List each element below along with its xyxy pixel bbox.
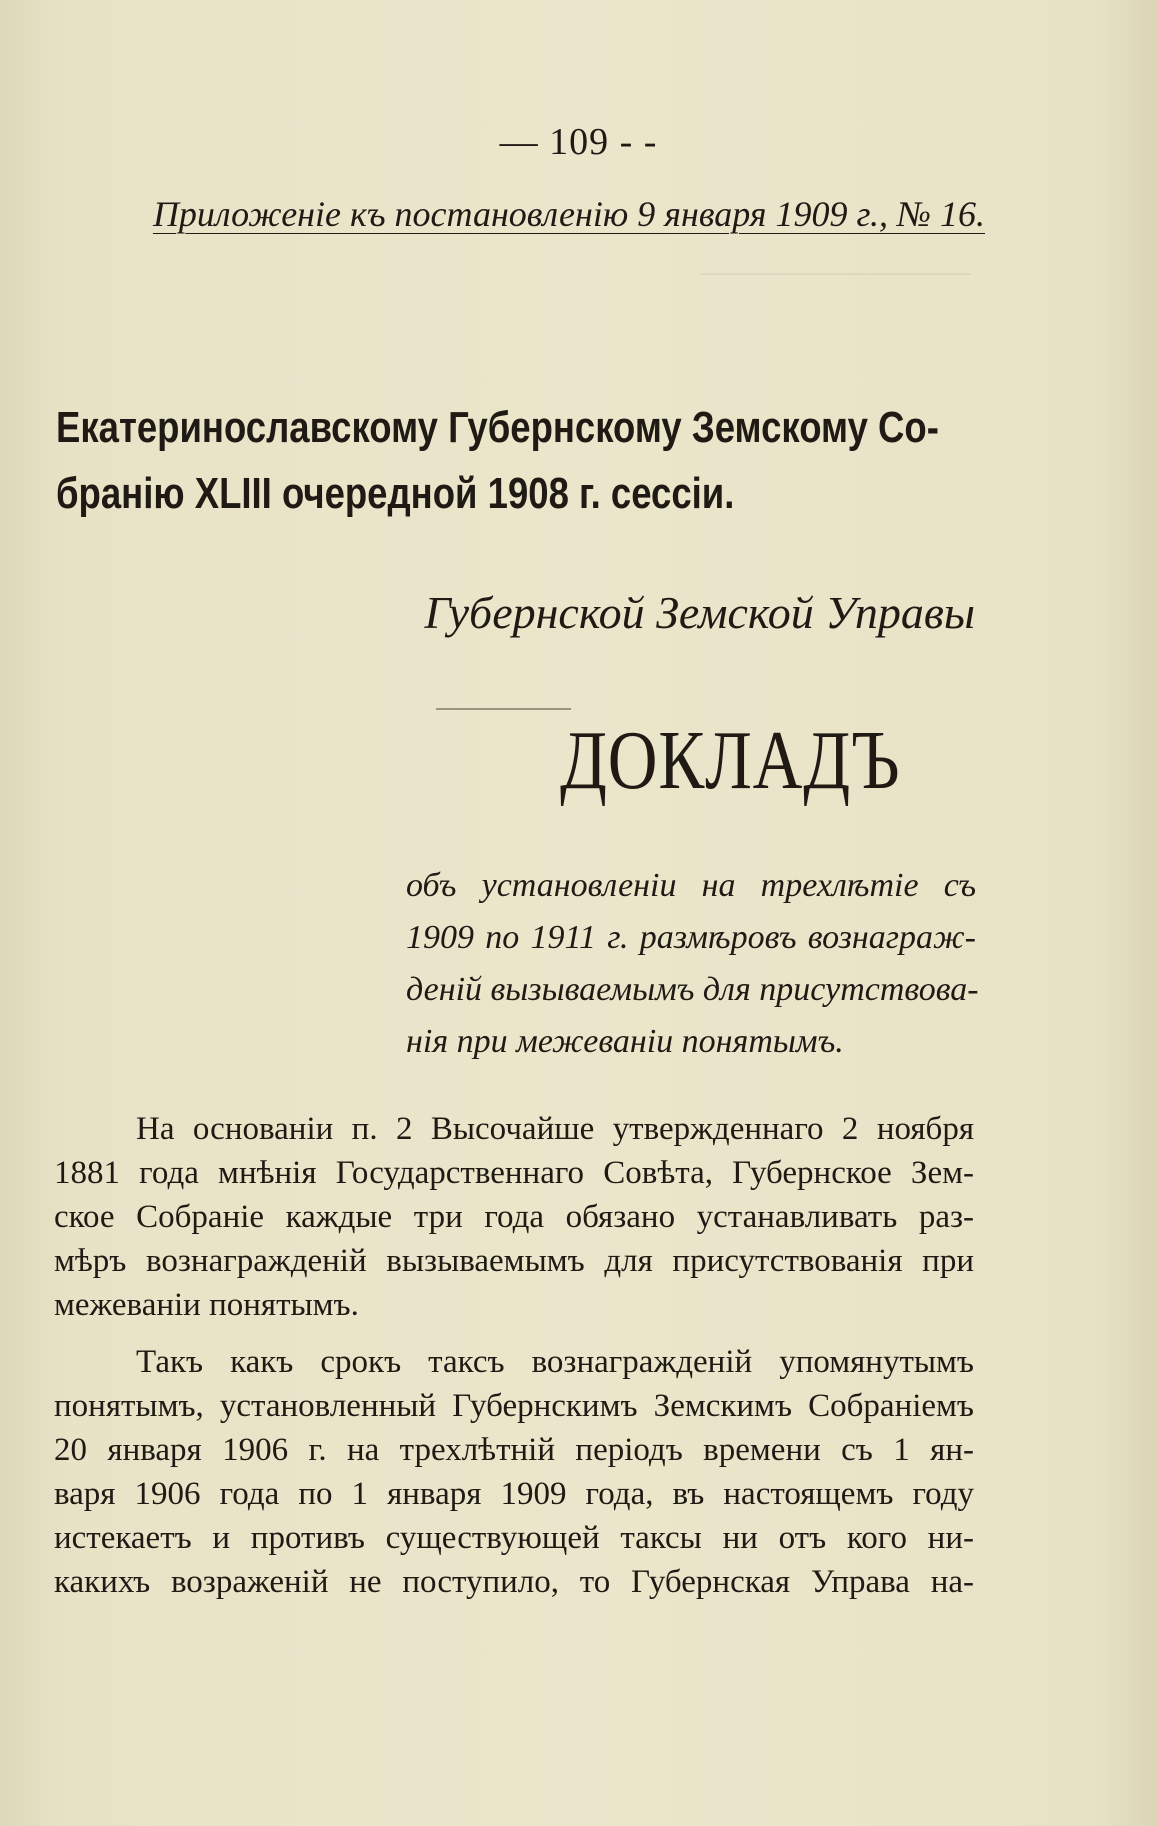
subject-line: объ установленiи на трехлѣтiе съ <box>406 867 976 904</box>
show-through-texture: ————————— <box>700 255 970 288</box>
body-paragraph-2 <box>54 1340 974 1604</box>
appendix-note: Приложенiе къ постановленiю 9 января 1909 г., № 16. <box>152 194 985 234</box>
body-line: Такъ какъ срокъ таксъ вознагражденiй упомянутымъ <box>136 1344 974 1380</box>
addressee-line: бранiю XLIII очередной 1908 г. сессiи. <box>56 469 735 518</box>
addressee-heading <box>56 395 974 527</box>
page-number: — 109 - - <box>499 121 658 163</box>
body-line: мѣръ вознагражденiй вызываемымъ для присутствованiя при <box>54 1243 974 1279</box>
body-line: 1881 года мнѣнiя Государственнаго Совѣта, Губернское Зем- <box>54 1155 974 1191</box>
body-line: 20 января 1906 г. на трехлѣтнiй перiодъ времени съ 1 ян- <box>54 1432 974 1468</box>
addressee-line: Екатеринославскому Губернскому Земскому Со- <box>56 403 939 452</box>
body-line: межеванiи понятымъ. <box>54 1287 359 1323</box>
subject-line: денiй вызываемымъ для присутствова- <box>406 971 979 1008</box>
body-line: понятымъ, установленный Губернскимъ Земскимъ Собранiемъ <box>54 1388 974 1424</box>
report-title: ДОКЛАДЪ <box>560 714 901 807</box>
divider-rule <box>436 708 571 710</box>
body-line: истекаетъ и противъ существующей таксы ни отъ кого ни- <box>54 1520 974 1556</box>
body-line: ское Собранiе каждые три года обязано устанавливать раз- <box>54 1199 974 1235</box>
subject-line: нiя при межеванiи понятымъ. <box>406 1023 844 1060</box>
body-paragraph-1 <box>54 1107 974 1327</box>
issuer-line: Губернской Земской Управы <box>424 587 975 638</box>
subject-line: 1909 по 1911 г. размѣровъ вознаграж- <box>406 919 976 956</box>
body-line: варя 1906 года по 1 января 1909 года, въ настоящемъ году <box>54 1476 974 1512</box>
report-subject <box>406 860 979 1068</box>
body-line: какихъ возраженiй не поступило, то Губернская Управа на- <box>54 1564 974 1600</box>
body-line: На основанiи п. 2 Высочайше утвержденнаго 2 ноября <box>136 1111 974 1147</box>
